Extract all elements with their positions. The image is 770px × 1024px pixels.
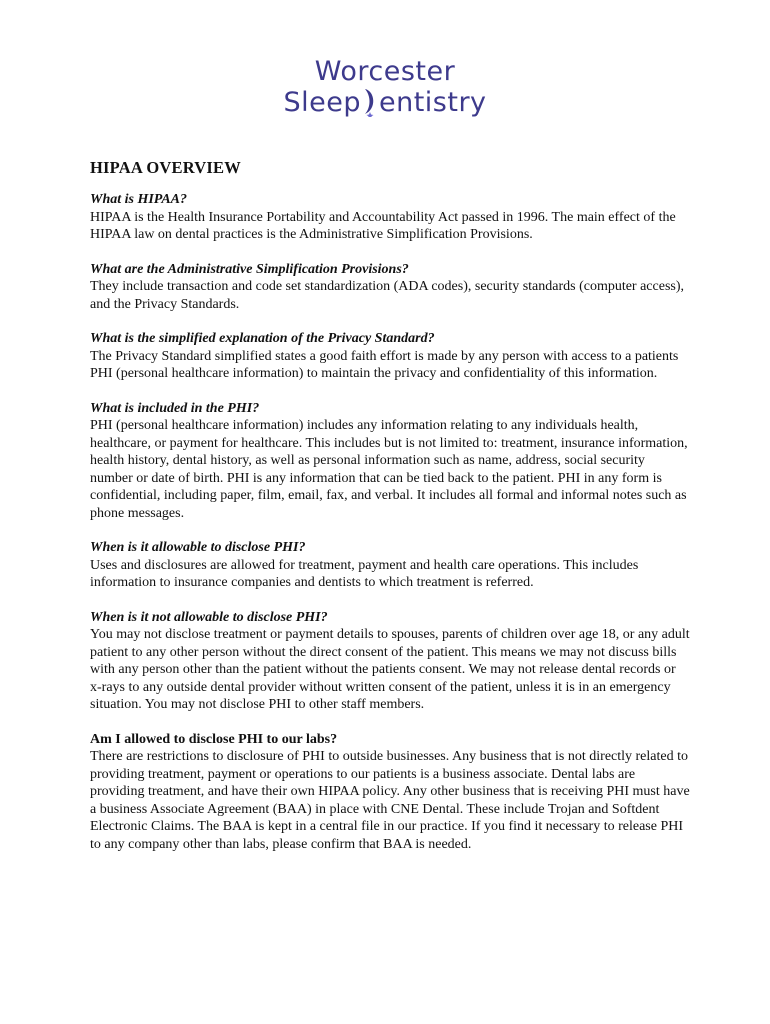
section-question: When is it allowable to disclose PHI? [90,540,306,555]
section-allowable-disclose [90,539,690,592]
section-answer: HIPAA is the Health Insurance Portability and Accountability Act passed in 1996. The main effect of the HIPAA law on dental practices is the Administrative Simplification Provisions. [90,209,676,242]
document-title: HIPAA OVERVIEW [90,158,241,177]
logo-line-sleep-dentistry [0,87,770,116]
section-answer: PHI (personal healthcare information) includes any information relating to any individuals health, healthcare, or payment for healthcare. This includes but is not limited to: treatment, insurance information, health history, dental history, as well as personal information such as name, address, social security number or date of birth. PHI is any information that can be tied back to the patient. PHI in any form is confidential, including paper, film, email, fax, and verbal. It includes all formal and informal notes such as phone messages. [90,418,688,521]
section-answer: They include transaction and code set standardization (ADA codes), security standards (computer access), and the Privacy Standards. [90,279,685,312]
section-answer: Uses and disclosures are allowed for treatment, payment and health care operations. This includes information to insurance companies and dentists to which treatment is referred. [90,557,639,590]
section-phi-included [90,400,690,523]
logo-text-entistry: entistry [378,87,487,118]
section-question: What is the simplified explanation of the Privacy Standard? [90,331,435,346]
section-question: What is HIPAA? [90,192,187,207]
company-logo [0,58,770,116]
section-answer: The Privacy Standard simplified states a good faith effort is made by any person with access to a patients PHI (personal healthcare information) to maintain the privacy and confidentiality of this information. [90,348,679,381]
logo-line-worcester: Worcester [314,56,456,87]
crescent-moon-icon [361,87,379,115]
section-privacy-standard [90,330,690,383]
section-question: What are the Administrative Simplification Provisions? [90,261,409,277]
section-not-allowable-disclose [90,609,690,714]
logo-text-sleep: Sleep [283,87,361,118]
document-body [90,158,690,870]
section-question: What is included in the PHI? [90,400,260,416]
section-question: When is it not allowable to disclose PHI? [90,609,328,625]
section-admin-provisions [90,261,690,314]
section-answer: There are restrictions to disclosure of PHI to outside businesses. Any business that is not directly related to providing treatment, payment or operations to our patients is a business associate. Dental labs are providing treatment, and have their own HIPAA policy. Any other business that is receiving PHI must have a business Associate Agreement (BAA) in place with CNE Dental. These include Trojan and Softdent Electronic Claims. The BAA is kept in a central file in our practice. If you find it necessary to release PHI to any company other than labs, please confirm that BAA is needed. [90,749,690,852]
section-question: Am I allowed to disclose PHI to our labs? [90,731,338,747]
section-answer: You may not disclose treatment or payment details to spouses, parents of children over age 18, or any adult patient to any other person without the direct consent of the patient. This means we may not discuss bills with any person other than the patient without the patients consent. We may not release dental records or x-rays to any outside dental provider without written consent of the patient, unless it is in an emergency situation. You may not disclose PHI to other staff members. [90,627,690,712]
section-what-is-hipaa [90,191,690,244]
section-labs-disclose [90,731,690,854]
